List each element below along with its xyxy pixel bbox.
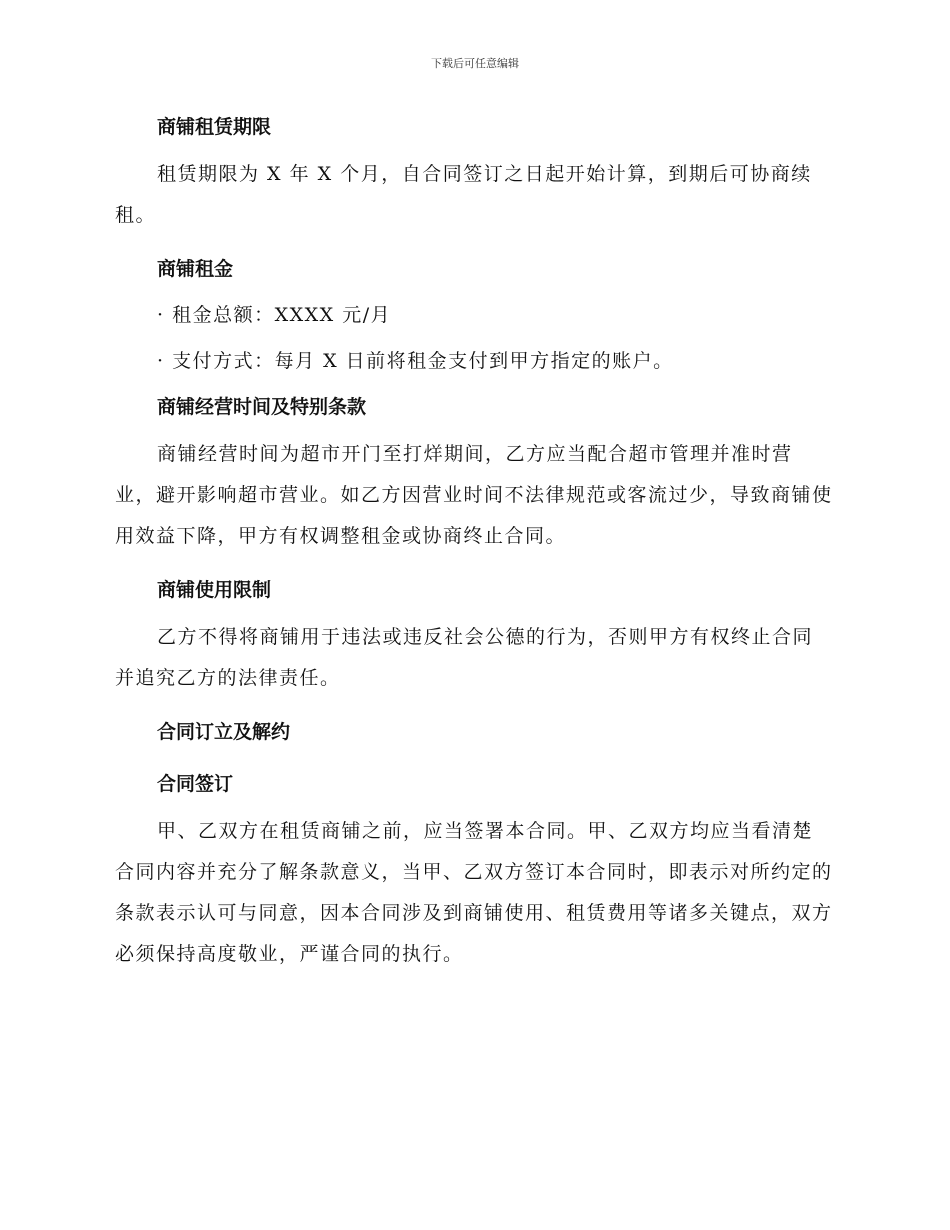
paragraph-usage-restriction: 乙方不得将商铺用于违法或违反社会公德的行为，否则甲方有权终止合同并追究乙方的法律责任。 [115,626,814,689]
section-heading-operating-hours: 商铺经营时间及特别条款 [157,396,367,418]
paragraph-lease-term: 租赁期限为 X 年 X 个月，自合同签订之日起开始计算，到期后可协商续租。 [115,163,812,226]
section-heading-lease-term: 商铺租赁期限 [157,116,272,138]
section-heading-contract-formation: 合同订立及解约 [157,721,291,743]
bullet-payment-method: · 支付方式：每月 X 日前将租金支付到甲方指定的账户。 [157,350,674,372]
section-heading-usage-restriction: 商铺使用限制 [157,579,272,601]
section-heading-rent: 商铺租金 [157,258,234,280]
document-body [115,108,833,975]
header-note: 下载后可任意编辑 [431,57,519,70]
section-heading-contract-signing: 合同签订 [157,773,234,795]
paragraph-contract-signing: 甲、乙双方在租赁商铺之前，应当签署本合同。甲、乙双方均应当看清楚合同内容并充分了解条款意义，当甲、乙双方签订本合同时，即表示对所约定的条款表示认可与同意，因本合同涉及到商铺使用、租赁费用等诸多关键点，双方必须保持高度敬业，严谨合同的执行。 [115,820,833,965]
paragraph-operating-hours: 商铺经营时间为超市开门至打烊期间，乙方应当配合超市管理并准时营业，避开影响超市营业。如乙方因营业时间不法律规范或客流过少，导致商铺使用效益下降，甲方有权调整租金或协商终止合同。 [115,443,833,547]
bullet-rent-total: · 租金总额：XXXX 元/月 [157,304,392,326]
